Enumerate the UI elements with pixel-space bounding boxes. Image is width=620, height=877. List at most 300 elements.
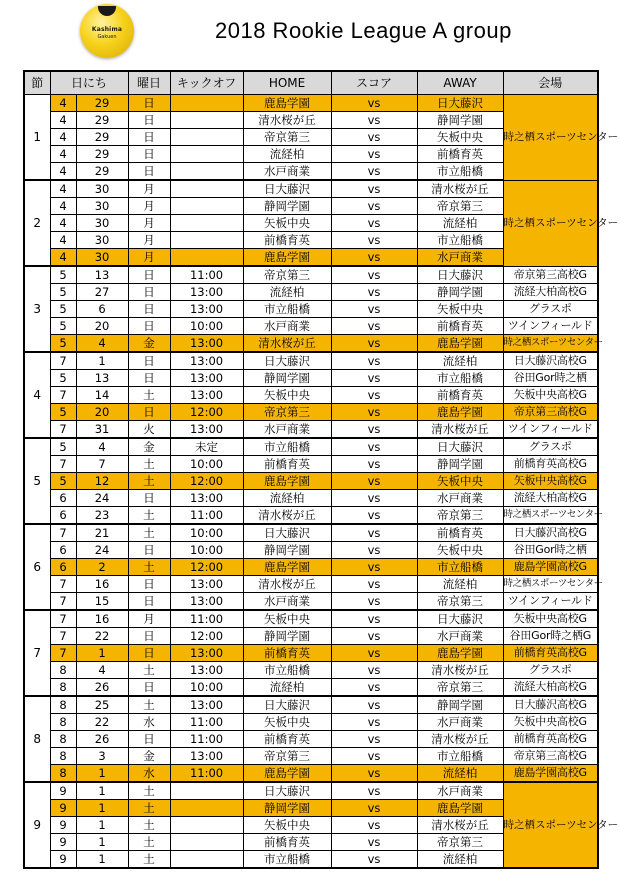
away-team-cell: 矢板中央 bbox=[417, 473, 503, 490]
home-team-cell: 矢板中央 bbox=[243, 215, 331, 232]
month-cell: 7 bbox=[50, 421, 76, 439]
score-cell: vs bbox=[331, 473, 417, 490]
weekday-cell: 土 bbox=[128, 782, 170, 800]
month-cell: 9 bbox=[50, 782, 76, 800]
score-cell: vs bbox=[331, 645, 417, 662]
kickoff-cell bbox=[170, 215, 243, 232]
day-cell: 16 bbox=[76, 576, 128, 593]
venue-cell: 流経大柏高校G bbox=[503, 679, 598, 697]
weekday-cell: 金 bbox=[128, 748, 170, 765]
score-cell: vs bbox=[331, 748, 417, 765]
venue-cell: 時之栖スポーツセンター bbox=[503, 576, 598, 593]
home-team-cell: 静岡学園 bbox=[243, 198, 331, 215]
kickoff-cell: 12:00 bbox=[170, 559, 243, 576]
away-team-cell: 帝京第三 bbox=[417, 679, 503, 697]
month-cell: 4 bbox=[50, 249, 76, 267]
day-cell: 26 bbox=[76, 679, 128, 697]
home-team-cell: 市立船橋 bbox=[243, 851, 331, 869]
score-cell: vs bbox=[331, 112, 417, 129]
home-team-cell: 静岡学園 bbox=[243, 800, 331, 817]
score-cell: vs bbox=[331, 456, 417, 473]
day-cell: 23 bbox=[76, 507, 128, 525]
weekday-cell: 日 bbox=[128, 266, 170, 284]
home-team-cell: 静岡学園 bbox=[243, 542, 331, 559]
table-row bbox=[24, 404, 598, 421]
score-cell: vs bbox=[331, 628, 417, 645]
kickoff-cell: 11:00 bbox=[170, 507, 243, 525]
kickoff-cell bbox=[170, 232, 243, 249]
section-number: 8 bbox=[24, 696, 50, 782]
home-team-cell: 帝京第三 bbox=[243, 266, 331, 284]
score-cell: vs bbox=[331, 576, 417, 593]
away-team-cell: 矢板中央 bbox=[417, 542, 503, 559]
away-team-cell: 市立船橋 bbox=[417, 370, 503, 387]
kickoff-cell: 10:00 bbox=[170, 456, 243, 473]
kickoff-cell: 11:00 bbox=[170, 731, 243, 748]
venue-cell: 前橋育英高校G bbox=[503, 645, 598, 662]
weekday-cell: 日 bbox=[128, 370, 170, 387]
month-cell: 8 bbox=[50, 714, 76, 731]
score-cell: vs bbox=[331, 542, 417, 559]
day-cell: 1 bbox=[76, 834, 128, 851]
home-team-cell: 清水桜が丘 bbox=[243, 335, 331, 353]
venue-cell: 矢板中央高校G bbox=[503, 714, 598, 731]
section-number: 7 bbox=[24, 610, 50, 696]
venue-cell: 流経大柏高校G bbox=[503, 284, 598, 301]
venue-cell: 矢板中央高校G bbox=[503, 610, 598, 628]
day-cell: 31 bbox=[76, 421, 128, 439]
score-cell: vs bbox=[331, 438, 417, 456]
day-cell: 29 bbox=[76, 163, 128, 181]
away-team-cell: 水戸商業 bbox=[417, 628, 503, 645]
col-header-kickoff: キックオフ bbox=[170, 71, 243, 95]
weekday-cell: 金 bbox=[128, 335, 170, 353]
month-cell: 7 bbox=[50, 645, 76, 662]
table-row bbox=[24, 370, 598, 387]
month-cell: 7 bbox=[50, 576, 76, 593]
home-team-cell: 矢板中央 bbox=[243, 387, 331, 404]
home-team-cell: 水戸商業 bbox=[243, 421, 331, 439]
month-cell: 6 bbox=[50, 559, 76, 576]
home-team-cell: 清水桜が丘 bbox=[243, 112, 331, 129]
away-team-cell: 清水桜が丘 bbox=[417, 817, 503, 834]
venue-cell: 帝京第三高校G bbox=[503, 266, 598, 284]
weekday-cell: 土 bbox=[128, 524, 170, 542]
month-cell: 7 bbox=[50, 610, 76, 628]
weekday-cell: 土 bbox=[128, 800, 170, 817]
home-team-cell: 鹿島学園 bbox=[243, 765, 331, 783]
score-cell: vs bbox=[331, 163, 417, 181]
score-cell: vs bbox=[331, 782, 417, 800]
home-team-cell: 矢板中央 bbox=[243, 610, 331, 628]
table-row bbox=[24, 559, 598, 576]
col-header-home: HOME bbox=[243, 71, 331, 95]
home-team-cell: 流経柏 bbox=[243, 284, 331, 301]
table-row bbox=[24, 318, 598, 335]
home-team-cell: 日大藤沢 bbox=[243, 352, 331, 370]
section-number: 6 bbox=[24, 524, 50, 610]
kickoff-cell: 未定 bbox=[170, 438, 243, 456]
table-row bbox=[24, 696, 598, 714]
home-team-cell: 日大藤沢 bbox=[243, 180, 331, 198]
month-cell: 8 bbox=[50, 679, 76, 697]
table-row bbox=[24, 593, 598, 611]
col-header-date: 日にち bbox=[50, 71, 128, 95]
venue-cell: グラスポ bbox=[503, 662, 598, 679]
venue-cell: ツインフィールド bbox=[503, 593, 598, 611]
kickoff-cell bbox=[170, 112, 243, 129]
table-row bbox=[24, 301, 598, 318]
month-cell: 5 bbox=[50, 284, 76, 301]
away-team-cell: 流経柏 bbox=[417, 576, 503, 593]
score-cell: vs bbox=[331, 851, 417, 869]
logo-text-2: Gakuen bbox=[97, 34, 117, 40]
day-cell: 1 bbox=[76, 765, 128, 783]
weekday-cell: 土 bbox=[128, 456, 170, 473]
day-cell: 20 bbox=[76, 318, 128, 335]
section-number: 1 bbox=[24, 95, 50, 181]
score-cell: vs bbox=[331, 765, 417, 783]
weekday-cell: 日 bbox=[128, 731, 170, 748]
weekday-cell: 土 bbox=[128, 507, 170, 525]
venue-cell: 鹿島学園高校G bbox=[503, 559, 598, 576]
col-header-score: スコア bbox=[331, 71, 417, 95]
kickoff-cell: 11:00 bbox=[170, 765, 243, 783]
away-team-cell: 帝京第三 bbox=[417, 198, 503, 215]
day-cell: 1 bbox=[76, 817, 128, 834]
table-row bbox=[24, 507, 598, 525]
day-cell: 27 bbox=[76, 284, 128, 301]
score-cell: vs bbox=[331, 404, 417, 421]
day-cell: 30 bbox=[76, 198, 128, 215]
day-cell: 2 bbox=[76, 559, 128, 576]
home-team-cell: 市立船橋 bbox=[243, 662, 331, 679]
score-cell: vs bbox=[331, 593, 417, 611]
home-team-cell: 前橋育英 bbox=[243, 645, 331, 662]
month-cell: 8 bbox=[50, 731, 76, 748]
day-cell: 3 bbox=[76, 748, 128, 765]
kickoff-cell: 10:00 bbox=[170, 679, 243, 697]
venue-cell: 日大藤沢高校G bbox=[503, 696, 598, 714]
kickoff-cell: 13:00 bbox=[170, 645, 243, 662]
home-team-cell: 鹿島学園 bbox=[243, 559, 331, 576]
home-team-cell: 鹿島学園 bbox=[243, 249, 331, 267]
venue-cell: 谷田Gor時之栖 bbox=[503, 370, 598, 387]
table-header-row bbox=[24, 71, 598, 95]
away-team-cell: 日大藤沢 bbox=[417, 438, 503, 456]
day-cell: 26 bbox=[76, 731, 128, 748]
table-row bbox=[24, 782, 598, 800]
kickoff-cell bbox=[170, 163, 243, 181]
venue-cell: 日大藤沢高校G bbox=[503, 352, 598, 370]
month-cell: 4 bbox=[50, 129, 76, 146]
month-cell: 9 bbox=[50, 817, 76, 834]
home-team-cell: 鹿島学園 bbox=[243, 95, 331, 112]
away-team-cell: 流経柏 bbox=[417, 352, 503, 370]
home-team-cell: 流経柏 bbox=[243, 679, 331, 697]
table-row bbox=[24, 421, 598, 439]
month-cell: 5 bbox=[50, 301, 76, 318]
away-team-cell: 帝京第三 bbox=[417, 834, 503, 851]
day-cell: 14 bbox=[76, 387, 128, 404]
kickoff-cell: 13:00 bbox=[170, 301, 243, 318]
kickoff-cell: 12:00 bbox=[170, 628, 243, 645]
kickoff-cell: 10:00 bbox=[170, 318, 243, 335]
table-row bbox=[24, 456, 598, 473]
table-row bbox=[24, 610, 598, 628]
month-cell: 7 bbox=[50, 456, 76, 473]
day-cell: 4 bbox=[76, 438, 128, 456]
section-number: 9 bbox=[24, 782, 50, 868]
kickoff-cell bbox=[170, 782, 243, 800]
weekday-cell: 月 bbox=[128, 215, 170, 232]
weekday-cell: 月 bbox=[128, 198, 170, 215]
table-row bbox=[24, 542, 598, 559]
away-team-cell: 清水桜が丘 bbox=[417, 180, 503, 198]
home-team-cell: 水戸商業 bbox=[243, 163, 331, 181]
score-cell: vs bbox=[331, 387, 417, 404]
page-title: 2018 Rookie League A group bbox=[215, 18, 512, 43]
table-row bbox=[24, 266, 598, 284]
away-team-cell: 前橋育英 bbox=[417, 146, 503, 163]
table-row bbox=[24, 438, 598, 456]
away-team-cell: 清水桜が丘 bbox=[417, 421, 503, 439]
month-cell: 6 bbox=[50, 490, 76, 507]
score-cell: vs bbox=[331, 266, 417, 284]
day-cell: 1 bbox=[76, 800, 128, 817]
table-row bbox=[24, 335, 598, 353]
kickoff-cell: 13:00 bbox=[170, 284, 243, 301]
home-team-cell: 帝京第三 bbox=[243, 129, 331, 146]
weekday-cell: 日 bbox=[128, 628, 170, 645]
away-team-cell: 市立船橋 bbox=[417, 232, 503, 249]
home-team-cell: 帝京第三 bbox=[243, 748, 331, 765]
day-cell: 29 bbox=[76, 146, 128, 163]
away-team-cell: 静岡学園 bbox=[417, 456, 503, 473]
weekday-cell: 日 bbox=[128, 318, 170, 335]
kickoff-cell bbox=[170, 146, 243, 163]
venue-merged-cell: 時之栖スポーツセンター bbox=[503, 95, 598, 181]
away-team-cell: 鹿島学園 bbox=[417, 335, 503, 353]
home-team-cell: 帝京第三 bbox=[243, 404, 331, 421]
day-cell: 13 bbox=[76, 266, 128, 284]
away-team-cell: 静岡学園 bbox=[417, 696, 503, 714]
kickoff-cell: 13:00 bbox=[170, 576, 243, 593]
table-row bbox=[24, 628, 598, 645]
score-cell: vs bbox=[331, 301, 417, 318]
section-number: 2 bbox=[24, 180, 50, 266]
home-team-cell: 矢板中央 bbox=[243, 714, 331, 731]
table-row bbox=[24, 524, 598, 542]
venue-cell: 鹿島学園高校G bbox=[503, 765, 598, 783]
venue-merged-cell: 時之栖スポーツセンター bbox=[503, 782, 598, 868]
weekday-cell: 日 bbox=[128, 112, 170, 129]
venue-cell: ツインフィールド bbox=[503, 318, 598, 335]
month-cell: 9 bbox=[50, 851, 76, 869]
score-cell: vs bbox=[331, 421, 417, 439]
kickoff-cell bbox=[170, 180, 243, 198]
home-team-cell: 市立船橋 bbox=[243, 438, 331, 456]
weekday-cell: 日 bbox=[128, 129, 170, 146]
home-team-cell: 流経柏 bbox=[243, 146, 331, 163]
kickoff-cell: 13:00 bbox=[170, 335, 243, 353]
score-cell: vs bbox=[331, 662, 417, 679]
venue-cell: 帝京第三高校G bbox=[503, 404, 598, 421]
away-team-cell: 水戸商業 bbox=[417, 782, 503, 800]
score-cell: vs bbox=[331, 507, 417, 525]
weekday-cell: 日 bbox=[128, 301, 170, 318]
score-cell: vs bbox=[331, 232, 417, 249]
day-cell: 29 bbox=[76, 112, 128, 129]
logo-text-1: Kashima bbox=[91, 26, 123, 33]
home-team-cell: 清水桜が丘 bbox=[243, 507, 331, 525]
kickoff-cell bbox=[170, 95, 243, 112]
weekday-cell: 土 bbox=[128, 662, 170, 679]
score-cell: vs bbox=[331, 800, 417, 817]
team-jersey-logo bbox=[80, 4, 134, 58]
month-cell: 4 bbox=[50, 215, 76, 232]
kickoff-cell: 13:00 bbox=[170, 593, 243, 611]
month-cell: 4 bbox=[50, 232, 76, 249]
score-cell: vs bbox=[331, 249, 417, 267]
score-cell: vs bbox=[331, 352, 417, 370]
away-team-cell: 水戸商業 bbox=[417, 714, 503, 731]
venue-cell: 時之栖スポーツセンター bbox=[503, 507, 598, 525]
weekday-cell: 火 bbox=[128, 421, 170, 439]
venue-cell: 矢板中央高校G bbox=[503, 473, 598, 490]
home-team-cell: 清水桜が丘 bbox=[243, 576, 331, 593]
day-cell: 4 bbox=[76, 335, 128, 353]
away-team-cell: 静岡学園 bbox=[417, 284, 503, 301]
score-cell: vs bbox=[331, 610, 417, 628]
venue-merged-cell: 時之栖スポーツセンター bbox=[503, 180, 598, 266]
score-cell: vs bbox=[331, 714, 417, 731]
home-team-cell: 鹿島学園 bbox=[243, 473, 331, 490]
day-cell: 13 bbox=[76, 370, 128, 387]
weekday-cell: 日 bbox=[128, 352, 170, 370]
month-cell: 5 bbox=[50, 266, 76, 284]
home-team-cell: 前橋育英 bbox=[243, 731, 331, 748]
kickoff-cell bbox=[170, 817, 243, 834]
table-row bbox=[24, 352, 598, 370]
table-row bbox=[24, 473, 598, 490]
day-cell: 30 bbox=[76, 232, 128, 249]
table-row bbox=[24, 714, 598, 731]
month-cell: 7 bbox=[50, 593, 76, 611]
score-cell: vs bbox=[331, 524, 417, 542]
table-row bbox=[24, 645, 598, 662]
day-cell: 30 bbox=[76, 215, 128, 232]
venue-cell: 日大藤沢高校G bbox=[503, 524, 598, 542]
venue-cell: 谷田Gor時之栖 bbox=[503, 542, 598, 559]
score-cell: vs bbox=[331, 95, 417, 112]
day-cell: 16 bbox=[76, 610, 128, 628]
table-row bbox=[24, 679, 598, 697]
kickoff-cell: 12:00 bbox=[170, 404, 243, 421]
score-cell: vs bbox=[331, 490, 417, 507]
weekday-cell: 日 bbox=[128, 593, 170, 611]
month-cell: 4 bbox=[50, 163, 76, 181]
venue-cell: 時之栖スポーツセンター bbox=[503, 335, 598, 353]
kickoff-cell bbox=[170, 800, 243, 817]
day-cell: 30 bbox=[76, 249, 128, 267]
table-row bbox=[24, 180, 598, 198]
kickoff-cell: 13:00 bbox=[170, 662, 243, 679]
col-header-section: 節 bbox=[24, 71, 50, 95]
weekday-cell: 日 bbox=[128, 576, 170, 593]
weekday-cell: 日 bbox=[128, 404, 170, 421]
score-cell: vs bbox=[331, 284, 417, 301]
venue-cell: 前橋育英高校G bbox=[503, 456, 598, 473]
kickoff-cell: 11:00 bbox=[170, 714, 243, 731]
table-row bbox=[24, 387, 598, 404]
month-cell: 7 bbox=[50, 387, 76, 404]
day-cell: 1 bbox=[76, 645, 128, 662]
day-cell: 30 bbox=[76, 180, 128, 198]
away-team-cell: 矢板中央 bbox=[417, 129, 503, 146]
away-team-cell: 矢板中央 bbox=[417, 301, 503, 318]
month-cell: 4 bbox=[50, 198, 76, 215]
away-team-cell: 鹿島学園 bbox=[417, 800, 503, 817]
weekday-cell: 土 bbox=[128, 834, 170, 851]
table-row bbox=[24, 748, 598, 765]
weekday-cell: 土 bbox=[128, 696, 170, 714]
day-cell: 24 bbox=[76, 490, 128, 507]
away-team-cell: 水戸商業 bbox=[417, 249, 503, 267]
col-header-away: AWAY bbox=[417, 71, 503, 95]
kickoff-cell: 13:00 bbox=[170, 370, 243, 387]
table-row bbox=[24, 765, 598, 783]
section-number: 4 bbox=[24, 352, 50, 438]
away-team-cell: 鹿島学園 bbox=[417, 645, 503, 662]
table-row bbox=[24, 576, 598, 593]
score-cell: vs bbox=[331, 834, 417, 851]
kickoff-cell: 10:00 bbox=[170, 542, 243, 559]
weekday-cell: 日 bbox=[128, 95, 170, 112]
away-team-cell: 静岡学園 bbox=[417, 112, 503, 129]
score-cell: vs bbox=[331, 817, 417, 834]
kickoff-cell bbox=[170, 129, 243, 146]
day-cell: 15 bbox=[76, 593, 128, 611]
day-cell: 22 bbox=[76, 628, 128, 645]
weekday-cell: 水 bbox=[128, 714, 170, 731]
day-cell: 12 bbox=[76, 473, 128, 490]
month-cell: 9 bbox=[50, 800, 76, 817]
score-cell: vs bbox=[331, 318, 417, 335]
day-cell: 1 bbox=[76, 851, 128, 869]
page-header bbox=[70, 0, 610, 66]
away-team-cell: 市立船橋 bbox=[417, 748, 503, 765]
month-cell: 5 bbox=[50, 473, 76, 490]
month-cell: 7 bbox=[50, 524, 76, 542]
home-team-cell: 市立船橋 bbox=[243, 301, 331, 318]
day-cell: 4 bbox=[76, 662, 128, 679]
day-cell: 21 bbox=[76, 524, 128, 542]
day-cell: 22 bbox=[76, 714, 128, 731]
home-team-cell: 静岡学園 bbox=[243, 370, 331, 387]
kickoff-cell: 10:00 bbox=[170, 524, 243, 542]
col-header-weekday: 曜日 bbox=[128, 71, 170, 95]
home-team-cell: 水戸商業 bbox=[243, 593, 331, 611]
kickoff-cell: 13:00 bbox=[170, 490, 243, 507]
away-team-cell: 前橋育英 bbox=[417, 387, 503, 404]
kickoff-cell bbox=[170, 198, 243, 215]
month-cell: 4 bbox=[50, 146, 76, 163]
weekday-cell: 月 bbox=[128, 610, 170, 628]
home-team-cell: 矢板中央 bbox=[243, 817, 331, 834]
weekday-cell: 日 bbox=[128, 146, 170, 163]
away-team-cell: 日大藤沢 bbox=[417, 610, 503, 628]
